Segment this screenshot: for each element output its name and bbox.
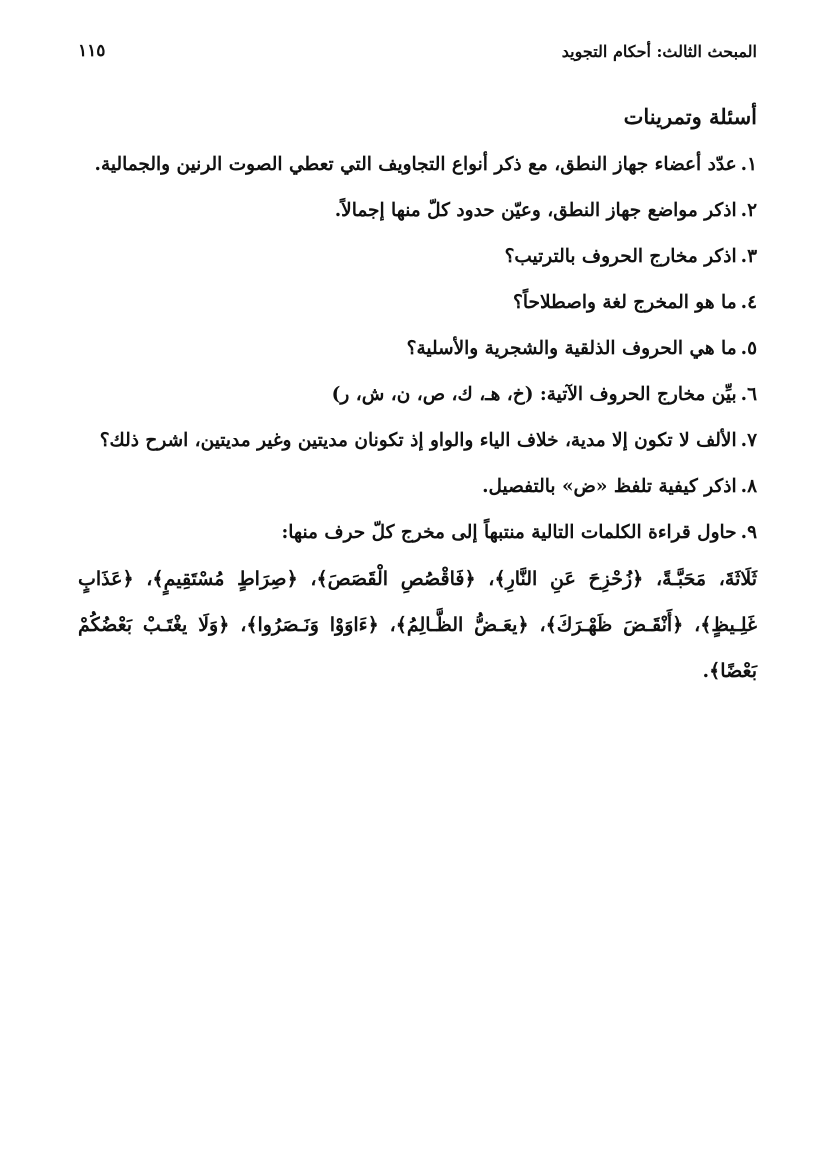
running-title: المبحث الثالث: أحكام التجويد <box>561 41 757 61</box>
page-number: ١١٥ <box>78 41 106 61</box>
question-number: ٨. <box>740 476 757 497</box>
question-item <box>78 142 757 188</box>
question-item <box>78 418 757 464</box>
question-item <box>78 372 757 418</box>
question-text: ما هو المخرج لغة واصطلاحاً؟ <box>513 292 737 313</box>
question-number: ٥. <box>740 338 757 359</box>
question-text: ما هي الحروف الذلقية والشجرية والأسلية؟ <box>406 338 737 359</box>
question-number: ٩. <box>740 522 757 543</box>
question-number: ٤. <box>740 292 757 313</box>
section-heading: أسئلة وتمرينات <box>623 104 757 129</box>
question-number: ١. <box>740 154 757 175</box>
question-item <box>78 464 757 510</box>
questions-list <box>78 142 757 556</box>
question-number: ٧. <box>740 430 757 451</box>
question-text: بيِّن مخارج الحروف الآتية: (خ، هـ، ك، ص، ن، ش، ر) <box>331 384 737 405</box>
question-item <box>78 234 757 280</box>
question-text: عدّد أعضاء جهاز النطق، مع ذكر أنواع التجاويف التي تعطي الصوت الرنين والجمالية. <box>94 154 737 175</box>
question-number: ٦. <box>740 384 757 405</box>
question-text: اذكر مخارج الحروف بالترتيب؟ <box>504 246 737 267</box>
question-item <box>78 280 757 326</box>
main-content <box>78 98 757 694</box>
question-text: حاول قراءة الكلمات التالية منتبهاً إلى مخرج كلّ حرف منها: <box>281 522 737 543</box>
quran-examples: ثَلَاثَةَ، مَحَبَّـةً، ﴿زُحْزِحَ عَنِ النَّارِ﴾، ﴿فَاقْصُصِ الْقَصَصَ﴾، ﴿صِرَاطٍ مُسْتَقِيمٍ﴾، ﴿عَذَابٍ غَلِـيظٍ﴾، ﴿أَنْقَـضَ ظَهْـرَكَ﴾، ﴿يعَـضُّ الظَّـالِمُ﴾، ﴿ءَاوَوْا وَنَـصَرُوا﴾، ﴿وَلَا يغْتَـبْ بَعْضُكُمْ بَعْضًا﴾. <box>78 568 757 682</box>
question-item <box>78 510 757 556</box>
question-item <box>78 326 757 372</box>
question-text: الألف لا تكون إلا مدية، خلاف الياء والواو إذ تكونان مديتين وغير مديتين، اشرح ذلك؟ <box>99 430 737 451</box>
running-head <box>78 36 757 66</box>
question-item <box>78 188 757 234</box>
question-text: اذكر مواضع جهاز النطق، وعيّن حدود كلّ منها إجمالاً. <box>334 200 737 221</box>
question-number: ٣. <box>740 246 757 267</box>
question-text: اذكر كيفية تلفظ «ض» بالتفصيل. <box>482 476 737 497</box>
question-number: ٢. <box>740 200 757 221</box>
